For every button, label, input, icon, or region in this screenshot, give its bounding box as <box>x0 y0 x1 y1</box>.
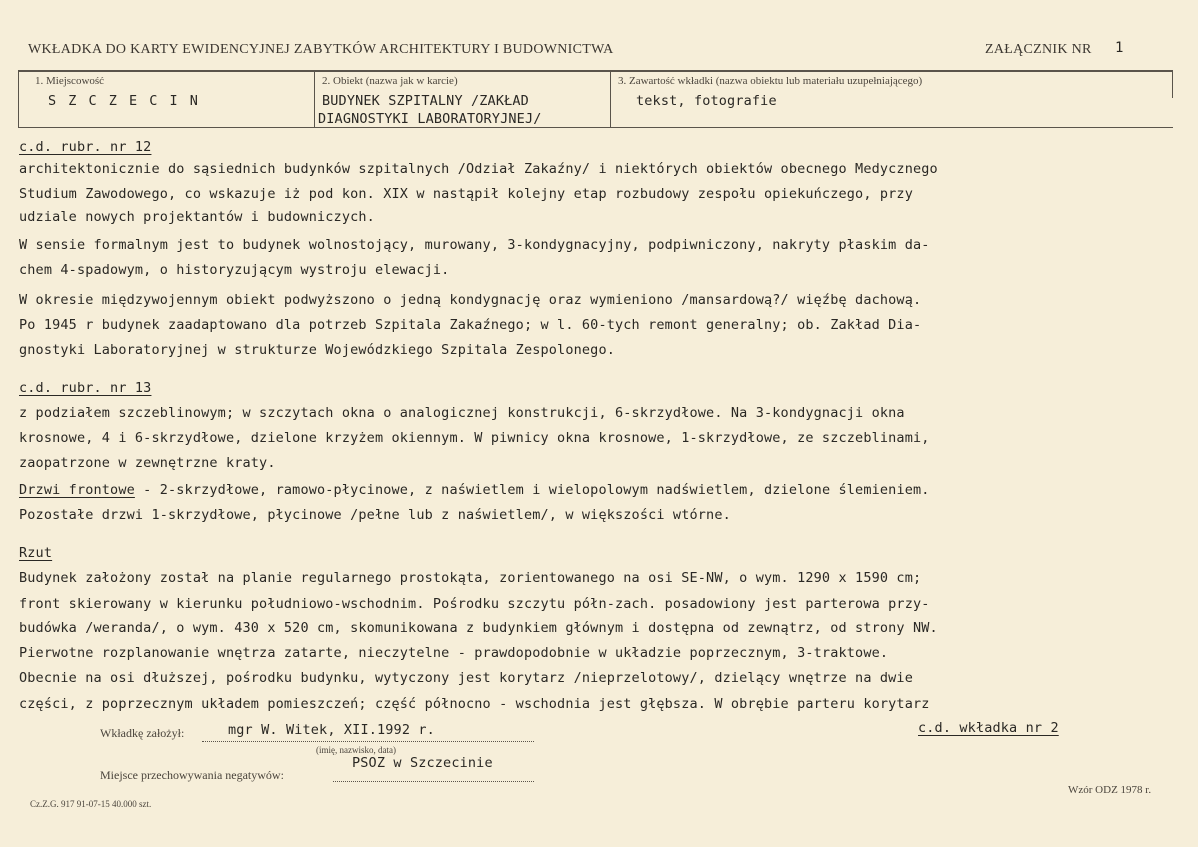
body-line: części, z poprzecznym układem pomieszczeń; część północno - wschodnia jest głębsza. W obrębie parteru korytarz <box>19 696 930 712</box>
table-top-rule <box>18 70 1173 72</box>
annex-label: ZAŁĄCZNIK NR <box>985 42 1092 57</box>
contents-value: tekst, fotografie <box>636 93 777 109</box>
body-line-text: - 2-skrzydłowe, ramowo-płycinowe, z naświetlem i wielopolowym nadświetlem, dzielone ślemieniem. <box>143 482 930 498</box>
table-right-rule <box>1172 70 1173 98</box>
body-line: z podziałem szczeblinowym; w szczytach okna o analogicznej konstrukcji, 6-skrzydłowe. Na 3-kondygnacji okna <box>19 405 905 421</box>
body-line: gnostyki Laboratoryjnej w strukturze Wojewódzkiego Szpitala Zespolonego. <box>19 342 615 358</box>
author-hint: (imię, nazwisko, data) <box>316 745 396 755</box>
body-line: Pierwotne rozplanowanie wnętrza zatarte, nieczytelne - prawdopodobnie w układzie poprzecznym, 3-traktowe. <box>19 645 889 661</box>
body-line: Obecnie na osi dłuższej, pośrodku budynku, wytyczony jest korytarz /nieprzelotowy/, dzielący wnętrze na dwie <box>19 670 913 686</box>
body-line: Po 1945 r budynek zaadaptowano dla potrzeb Szpitala Zakaźnego; w l. 60-tych remont generalny; ob. Zakład Dia- <box>19 317 922 333</box>
author-value: mgr W. Witek, XII.1992 r. <box>228 722 435 738</box>
table-left-rule <box>18 70 19 128</box>
table-divider-2 <box>610 70 611 128</box>
body-line: W okresie międzywojennym obiekt podwyższono o jedną kondygnację oraz wymieniono /mansardową?/ więźbę dachową. <box>19 292 922 308</box>
document-title: WKŁADKA DO KARTY EWIDENCYJNEJ ZABYTKÓW ARCHITEKTURY I BUDOWNICTWA <box>28 42 614 57</box>
body-line: Pozostałe drzwi 1-skrzydłowe, płycinowe /pełne lub z naświetlem/, w większości wtórne. <box>19 507 731 523</box>
section-heading: c.d. rubr. nr 12 <box>19 139 152 155</box>
negatives-label: Miejsce przechowywania negatywów: <box>100 768 284 782</box>
body-line: Studium Zawodowego, co wskazuje iż pod kon. XIX w nastąpił kolejny etap rozbudowy zespołu opiekuńczego, przy <box>19 186 913 202</box>
annex-number: 1 <box>1115 40 1124 56</box>
print-code: Cz.Z.G. 917 91-07-15 40.000 szt. <box>30 799 152 809</box>
body-line: architektonicznie do sąsiednich budynków szpitalnych /Odział Zakaźny/ i niektórych obiektów obecnego Medycznego <box>19 161 938 177</box>
body-line: udziale nowych projektantów i budowniczych. <box>19 209 375 225</box>
author-label: Wkładkę założył: <box>100 726 185 740</box>
continuation-note: c.d. wkładka nr 2 <box>918 720 1059 736</box>
location-label: 1. Miejscowość <box>35 75 105 87</box>
contents-label: 3. Zawartość wkładki (nazwa obiektu lub materiału uzupełniającego) <box>618 75 923 87</box>
body-line: budówka /weranda/, o wym. 430 x 520 cm, skomunikowana z budynkiem głównym i dostępna od zewnątrz, od strony NW. <box>19 620 938 636</box>
table-divider-1 <box>314 70 315 128</box>
negatives-dotted-line <box>333 781 534 782</box>
form-code: Wzór ODZ 1978 r. <box>1068 784 1152 796</box>
author-dotted-line <box>202 741 534 742</box>
doors-heading: Drzwi frontowe <box>19 482 135 498</box>
negatives-value: PSOZ w Szczecinie <box>352 755 493 771</box>
body-line: zaopatrzone w zewnętrzne kraty. <box>19 455 276 471</box>
body-line <box>19 482 930 498</box>
body-line: Budynek założony został na planie regularnego prostokąta, zorientowanego na osi SE-NW, o wym. 1290 x 1590 cm; <box>19 570 922 586</box>
body-line: front skierowany w kierunku południowo-wschodnim. Pośrodku szczytu półn-zach. posadowiony jest parterowa przy- <box>19 596 930 612</box>
object-value-line2: DIAGNOSTYKI LABORATORYJNEJ/ <box>318 111 542 127</box>
section-heading: c.d. rubr. nr 13 <box>19 380 152 396</box>
body-line: chem 4-spadowym, o historyzującym wystroju elewacji. <box>19 262 450 278</box>
object-value-line1: BUDYNEK SZPITALNY /ZAKŁAD <box>322 93 529 109</box>
section-heading: Rzut <box>19 545 53 561</box>
location-value: S Z C Z E C I N <box>48 93 200 109</box>
body-line: krosnowe, 4 i 6-skrzydłowe, dzielone krzyżem okiennym. W piwnicy okna krosnowe, 1-skrzydłowe, ze szczeblinami, <box>19 430 930 446</box>
object-label: 2. Obiekt (nazwa jak w karcie) <box>322 75 458 87</box>
table-bottom-rule <box>18 127 1173 128</box>
body-line: W sensie formalnym jest to budynek wolnostojący, murowany, 3-kondygnacyjny, podpiwniczony, nakryty płaskim da- <box>19 237 930 253</box>
